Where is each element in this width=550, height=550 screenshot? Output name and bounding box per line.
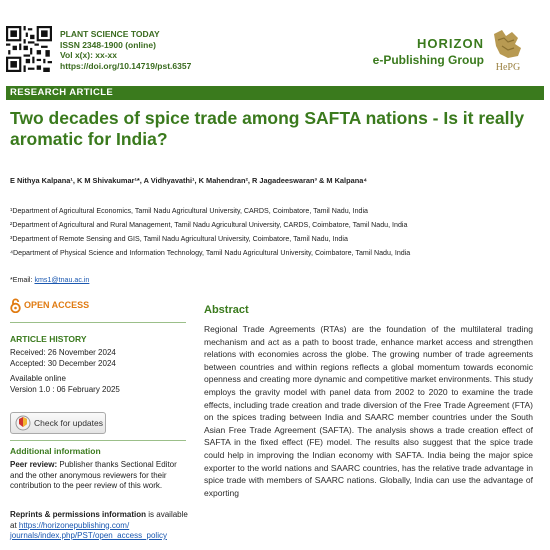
article-title: Two decades of spice trade among SAFTA nations - Is it really aromatic for India? [10, 108, 525, 149]
journal-issn: ISSN 2348-1900 (online) [60, 39, 156, 50]
version-date: Version 1.0 : 06 February 2025 [10, 384, 120, 394]
journal-volume: Vol x(x): xx-xx [60, 50, 118, 60]
reprints-note [10, 510, 188, 542]
email-label: *Email: [10, 276, 33, 284]
journal-info [60, 29, 191, 71]
publisher-name [373, 36, 484, 67]
article-type-label: RESEARCH ARTICLE [10, 87, 114, 98]
received-date: Received: 26 November 2024 [10, 348, 116, 357]
article-history [10, 348, 120, 395]
reprints-label: Reprints & permissions information [10, 510, 147, 519]
peer-review-label: Peer review: [10, 460, 58, 469]
additional-info-heading: Additional information [10, 446, 101, 456]
email-link[interactable]: kms1@tnau.ac.in [34, 276, 90, 284]
doi-link[interactable]: https://doi.org/10.14719/pst.6357 [60, 60, 192, 71]
corresponding-email [10, 276, 89, 284]
peer-review-text: Publisher thanks Sectional Editor and the other anonymous reviewers for their contribution to the peer review of this work. [10, 460, 177, 490]
qr-code-icon [6, 26, 52, 72]
open-access-lock-icon [10, 298, 21, 313]
open-access-label: OPEN ACCESS [24, 300, 90, 310]
peer-review-note [10, 460, 188, 492]
affiliation-3: ³Department of Remote Sensing and GIS, Tamil Nadu Agricultural University, Coimbatore, Tamil Nadu, India [10, 235, 348, 243]
divider [10, 440, 186, 441]
publisher-line1: HORIZON [417, 36, 484, 51]
reprints-link-2[interactable]: journals/index.php/PST/open_access_policy [10, 531, 167, 540]
author-list: E Nithya Kalpana¹, K M Shivakumar¹*, A Vidhyavathi¹, K Mahendran², R Jagadeeswaran³ & M Kalpana⁴ [10, 176, 367, 185]
article-history-heading: ARTICLE HISTORY [10, 334, 87, 344]
abstract-heading: Abstract [204, 304, 249, 316]
reprints-text: is available at [10, 510, 188, 530]
journal-name: PLANT SCIENCE TODAY [60, 29, 160, 39]
affiliation-4: ⁴Department of Physical Science and Information Technology, Tamil Nadu Agricultural University, Coimbatore, Tamil Nadu, India [10, 249, 411, 257]
abstract-text: Regional Trade Agreements (RTAs) are the foundation of the multilateral trading mechanism and act as a path to boost trade, enhance market access and strengthen relations with economies across the globe. The growing number of trade agreements between countries and within regions reflects a global momentum towards economic openness and creating more dynamic and competitive market environments. This study employs the gravity model with panel data from 2002 to 2020 to examine the trade effects, including trade creation and trade diversion of the Free Trade Agreement (FTA) on the spices trading between India and SAARC member countries under the South Asian Free Trade Agreement (SAFTA). The analysis shows a trade creation effect of SAFTA in the fixed effect (FE) model. The results also suggest that the spice trade could help in improving the Indian economy with SAFTA. India being the major spice exporter to the world nations and SAARC countries, has the relative trade advantage in spice trade with members of SAARC nations. Globally, India can use the advantage of exporting [204, 324, 533, 498]
logo-text: HePG [495, 62, 521, 73]
accepted-date: Accepted: 30 December 2024 [10, 358, 116, 368]
available-online: Available online [10, 374, 66, 383]
check-updates-icon [15, 415, 31, 431]
reprints-link-1[interactable]: https://horizonepublishing.com/ [18, 520, 130, 530]
check-updates-label: Check for updates [34, 418, 103, 428]
affiliation-2: ²Department of Agricultural and Rural Management, Tamil Nadu Agricultural University, CARDS, Coimbatore, Tamil Nadu, India [10, 221, 408, 229]
affiliation-1: ¹Department of Agricultural Economics, Tamil Nadu Agricultural University, CARDS, Coimbatore, Tamil Nadu, India [10, 207, 368, 215]
divider [10, 322, 186, 323]
publisher-line2: e-Publishing Group [372, 53, 484, 67]
check-for-updates-button[interactable] [10, 412, 106, 434]
publisher-logo-icon [488, 28, 528, 74]
